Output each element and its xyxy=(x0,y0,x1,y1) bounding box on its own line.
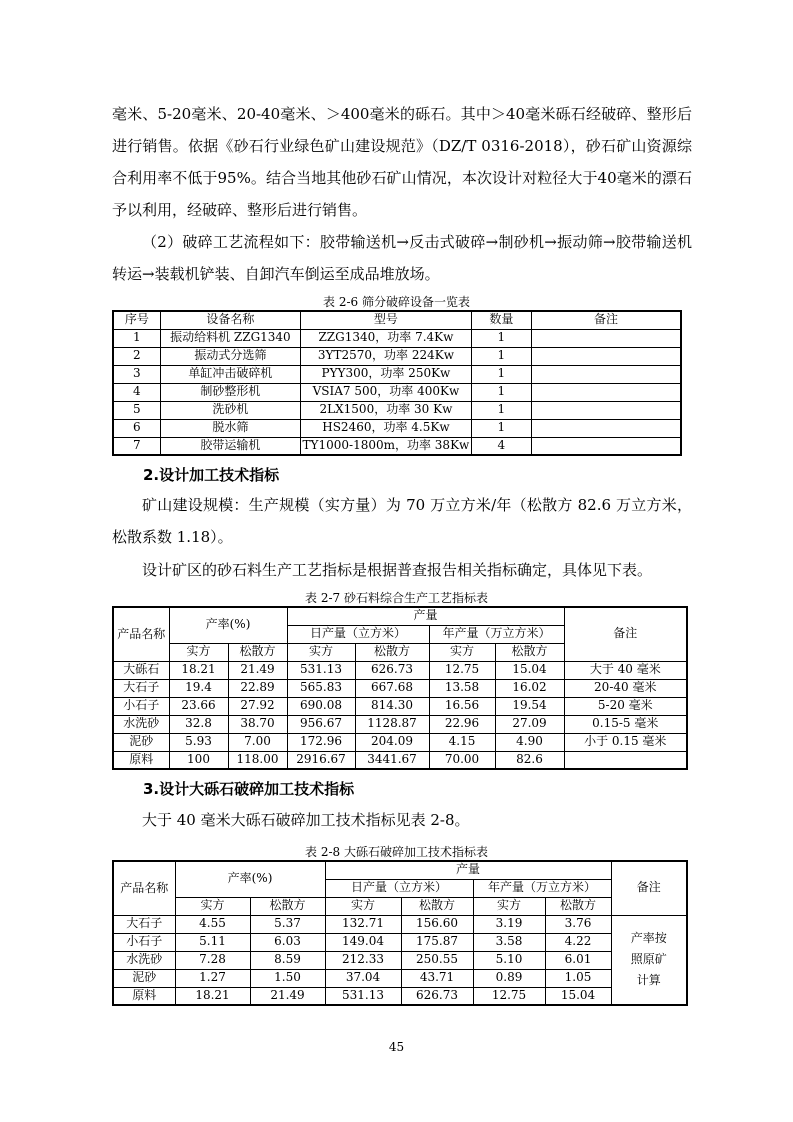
table-cell: 0.89 xyxy=(473,969,545,987)
header-cell: 序号 xyxy=(113,311,160,329)
table-cell: 2916.67 xyxy=(287,751,355,769)
table-cell: 1.50 xyxy=(250,969,325,987)
table-row xyxy=(113,715,687,733)
table-cell: 21.49 xyxy=(228,661,287,679)
header-cell: 设备名称 xyxy=(160,311,300,329)
table-cell: 振动式分选筛 xyxy=(160,347,300,365)
table-cell: 19.54 xyxy=(495,697,564,715)
table-cell: 小石子 xyxy=(113,933,175,951)
table-cell: 4.22 xyxy=(545,933,611,951)
product-name-header: 产品名称 xyxy=(113,861,175,915)
table-cell: 12.75 xyxy=(429,661,495,679)
table-cell: 1128.87 xyxy=(355,715,429,733)
table-2-7-caption: 表 2-7 砂石料综合生产工艺指标表 xyxy=(305,591,488,605)
solid-header: 实方 xyxy=(325,897,401,915)
section-2-paragraph-1: 矿山建设规模：生产规模（实方量）为 70 万立方米/年（松散方 82.6 万立方米，松散系数 1.18）。 xyxy=(112,496,692,546)
table-cell: 3441.67 xyxy=(355,751,429,769)
table-row xyxy=(113,661,687,679)
table-row xyxy=(113,419,681,437)
table-cell: 3.58 xyxy=(473,933,545,951)
table-cell: 531.13 xyxy=(325,987,401,1005)
intro-paragraph-2: （2）破碎工艺流程如下：胶带输送机→反击式破碎→制砂机→振动筛→胶带输送机转运→装载机铲装、自卸汽车倒运至成品堆放场。 xyxy=(112,233,692,283)
table-cell: 4 xyxy=(471,437,531,455)
table-cell: 单缸冲击破碎机 xyxy=(160,365,300,383)
header-cell: 备注 xyxy=(531,311,681,329)
table-row xyxy=(113,347,681,365)
table-cell: 7.00 xyxy=(228,733,287,751)
loose-header: 松散方 xyxy=(545,897,611,915)
table-cell: 小于 0.15 毫米 xyxy=(564,733,687,751)
table-cell: 3.76 xyxy=(545,915,611,933)
table-cell: 5 xyxy=(113,401,160,419)
table-cell: 22.89 xyxy=(228,679,287,697)
rate-header: 产率(%) xyxy=(169,607,287,643)
solid-header: 实方 xyxy=(287,643,355,661)
section-2-heading: 2.设计加工技术指标 xyxy=(143,466,280,484)
rate-header: 产率(%) xyxy=(175,861,325,897)
table-cell: 250.55 xyxy=(401,951,473,969)
table-cell: 13.58 xyxy=(429,679,495,697)
table-cell: 8.59 xyxy=(250,951,325,969)
table-cell: 洗砂机 xyxy=(160,401,300,419)
table-cell: 4 xyxy=(113,383,160,401)
table-cell: 172.96 xyxy=(287,733,355,751)
solid-header: 实方 xyxy=(473,897,545,915)
table-cell: 27.92 xyxy=(228,697,287,715)
table-cell: 1 xyxy=(471,401,531,419)
table-cell: 2 xyxy=(113,347,160,365)
table-row xyxy=(113,915,687,933)
table-cell xyxy=(531,365,681,383)
table-cell: 37.04 xyxy=(325,969,401,987)
production-index-table xyxy=(112,606,688,770)
table-cell: 3.19 xyxy=(473,915,545,933)
table-row xyxy=(113,969,687,987)
table-row xyxy=(113,933,687,951)
table-cell: 16.56 xyxy=(429,697,495,715)
table-cell xyxy=(531,401,681,419)
table-cell: 531.13 xyxy=(287,661,355,679)
table-cell xyxy=(531,437,681,455)
table-cell: 22.96 xyxy=(429,715,495,733)
loose-header: 松散方 xyxy=(228,643,287,661)
table-row xyxy=(113,365,681,383)
loose-header: 松散方 xyxy=(401,897,473,915)
table-cell: 814.30 xyxy=(355,697,429,715)
table-row xyxy=(113,751,687,769)
table-2-6-caption: 表 2-6 筛分破碎设备一览表 xyxy=(323,295,470,309)
table-cell: 70.00 xyxy=(429,751,495,769)
table-cell: 5.37 xyxy=(250,915,325,933)
table-row xyxy=(113,697,687,715)
table-row xyxy=(113,437,681,455)
solid-header: 实方 xyxy=(175,897,250,915)
yearly-output-header: 年产量（万立方米） xyxy=(429,625,564,643)
table-cell: 胶带运输机 xyxy=(160,437,300,455)
table-cell: 20-40 毫米 xyxy=(564,679,687,697)
table-row xyxy=(113,679,687,697)
table-cell: 19.4 xyxy=(169,679,228,697)
note-header: 备注 xyxy=(611,861,687,915)
section-3-heading: 3.设计大砾石破碎加工技术指标 xyxy=(143,780,355,798)
table-cell: 1.27 xyxy=(175,969,250,987)
table-cell: 1 xyxy=(471,419,531,437)
table-cell xyxy=(531,419,681,437)
table-cell: 5-20 毫米 xyxy=(564,697,687,715)
table-cell: 水洗砂 xyxy=(113,951,175,969)
section-3-paragraph-1: 大于 40 毫米大砾石破碎加工技术指标见表 2-8。 xyxy=(142,811,470,829)
table-row xyxy=(113,987,687,1005)
table-row xyxy=(113,401,681,419)
table-cell: 132.71 xyxy=(325,915,401,933)
table-cell xyxy=(531,383,681,401)
daily-output-header: 日产量（立方米） xyxy=(287,625,429,643)
note-header: 备注 xyxy=(564,607,687,661)
table-cell: 4.15 xyxy=(429,733,495,751)
table-cell: 1.05 xyxy=(545,969,611,987)
table-cell: 1 xyxy=(471,365,531,383)
table-cell: 4.90 xyxy=(495,733,564,751)
table-cell: 690.08 xyxy=(287,697,355,715)
table-cell: 6.01 xyxy=(545,951,611,969)
table-cell: 5.11 xyxy=(175,933,250,951)
table-cell: 43.71 xyxy=(401,969,473,987)
table-cell: 149.04 xyxy=(325,933,401,951)
table-cell: 1 xyxy=(471,383,531,401)
daily-output-header: 日产量（立方米） xyxy=(325,879,473,897)
table-cell: 565.83 xyxy=(287,679,355,697)
equipment-table xyxy=(112,310,682,456)
page-number: 45 xyxy=(388,1040,405,1054)
table-cell: 956.67 xyxy=(287,715,355,733)
table-cell: 100 xyxy=(169,751,228,769)
table-cell: 5.93 xyxy=(169,733,228,751)
table-cell: TY1000-1800m，功率 38Kw xyxy=(301,437,472,455)
table-cell: 1 xyxy=(471,329,531,347)
table-cell: 5.10 xyxy=(473,951,545,969)
table-cell: 12.75 xyxy=(473,987,545,1005)
table-cell: 原料 xyxy=(113,987,175,1005)
table-cell: 4.55 xyxy=(175,915,250,933)
table-cell: 泥砂 xyxy=(113,969,175,987)
table-cell xyxy=(531,347,681,365)
table-cell: 626.73 xyxy=(355,661,429,679)
table-cell: 16.02 xyxy=(495,679,564,697)
table-cell: 6 xyxy=(113,419,160,437)
table-cell: 2LX1500，功率 30 Kw xyxy=(301,401,472,419)
table-cell: 212.33 xyxy=(325,951,401,969)
table-cell: 38.70 xyxy=(228,715,287,733)
output-header: 产量 xyxy=(325,861,611,879)
table-cell: 大石子 xyxy=(113,679,169,697)
table-cell: HS2460，功率 4.5Kw xyxy=(301,419,472,437)
table-cell: 0.15-5 毫米 xyxy=(564,715,687,733)
table-cell: 1 xyxy=(471,347,531,365)
product-name-header: 产品名称 xyxy=(113,607,169,661)
table-cell: 18.21 xyxy=(169,661,228,679)
table-cell: 大于 40 毫米 xyxy=(564,661,687,679)
table-2-8-caption: 表 2-8 大砾石破碎加工技术指标表 xyxy=(305,845,488,859)
table-cell: 水洗砂 xyxy=(113,715,169,733)
table-row xyxy=(113,329,681,347)
header-cell: 数量 xyxy=(471,311,531,329)
solid-header: 实方 xyxy=(429,643,495,661)
table-cell: 15.04 xyxy=(545,987,611,1005)
intro-paragraph-1: 毫米、5-20毫米、20-40毫米、＞400毫米的砾石。其中＞40毫米砾石经破碎、整形后进行销售。依据《砂石行业绿色矿山建设规范》（DZ/T 0316-2018），砂石矿山资源综合利用率不低于95%。结合当地其他砂石矿山情况，本次设计对粒径大于40毫米的漂石予以利用，经破碎、整形后进行销售。 xyxy=(112,105,692,219)
table-cell: 1 xyxy=(113,329,160,347)
table-cell: 泥砂 xyxy=(113,733,169,751)
yearly-output-header: 年产量（万立方米） xyxy=(473,879,611,897)
table-cell: 15.04 xyxy=(495,661,564,679)
table-cell: 204.09 xyxy=(355,733,429,751)
table-cell: 32.8 xyxy=(169,715,228,733)
loose-header: 松散方 xyxy=(250,897,325,915)
table-cell: 156.60 xyxy=(401,915,473,933)
boulder-crushing-table xyxy=(112,860,688,1006)
table-cell: 制砂整形机 xyxy=(160,383,300,401)
loose-header: 松散方 xyxy=(355,643,429,661)
solid-header: 实方 xyxy=(169,643,228,661)
table-cell: VSIA7 500，功率 400Kw xyxy=(301,383,472,401)
table-cell: 6.03 xyxy=(250,933,325,951)
table-cell: 振动给料机 ZZG1340 xyxy=(160,329,300,347)
table-cell: 3 xyxy=(113,365,160,383)
table-cell: 18.21 xyxy=(175,987,250,1005)
table-cell xyxy=(531,329,681,347)
header-cell: 型号 xyxy=(301,311,472,329)
table-cell: 27.09 xyxy=(495,715,564,733)
table-cell: 3YT2570，功率 224Kw xyxy=(301,347,472,365)
table-cell: 原料 xyxy=(113,751,169,769)
loose-header: 松散方 xyxy=(495,643,564,661)
table-cell: 118.00 xyxy=(228,751,287,769)
table-cell: 21.49 xyxy=(250,987,325,1005)
table-row xyxy=(113,951,687,969)
table-cell: 626.73 xyxy=(401,987,473,1005)
merged-note-cell: 产率按照原矿计算 xyxy=(611,915,687,1005)
section-2-paragraph-2: 设计矿区的砂石料生产工艺指标是根据普查报告相关指标确定，具体见下表。 xyxy=(142,561,653,579)
table-cell: PYY300，功率 250Kw xyxy=(301,365,472,383)
table-cell: 82.6 xyxy=(495,751,564,769)
table-cell xyxy=(564,751,687,769)
table-cell: ZZG1340，功率 7.4Kw xyxy=(301,329,472,347)
table-cell: 175.87 xyxy=(401,933,473,951)
table-row xyxy=(113,383,681,401)
table-row xyxy=(113,733,687,751)
table-cell: 7.28 xyxy=(175,951,250,969)
table-cell: 7 xyxy=(113,437,160,455)
output-header: 产量 xyxy=(287,607,564,625)
table-cell: 脱水筛 xyxy=(160,419,300,437)
table-cell: 23.66 xyxy=(169,697,228,715)
table-cell: 667.68 xyxy=(355,679,429,697)
table-cell: 大石子 xyxy=(113,915,175,933)
table-cell: 大砾石 xyxy=(113,661,169,679)
table-cell: 小石子 xyxy=(113,697,169,715)
